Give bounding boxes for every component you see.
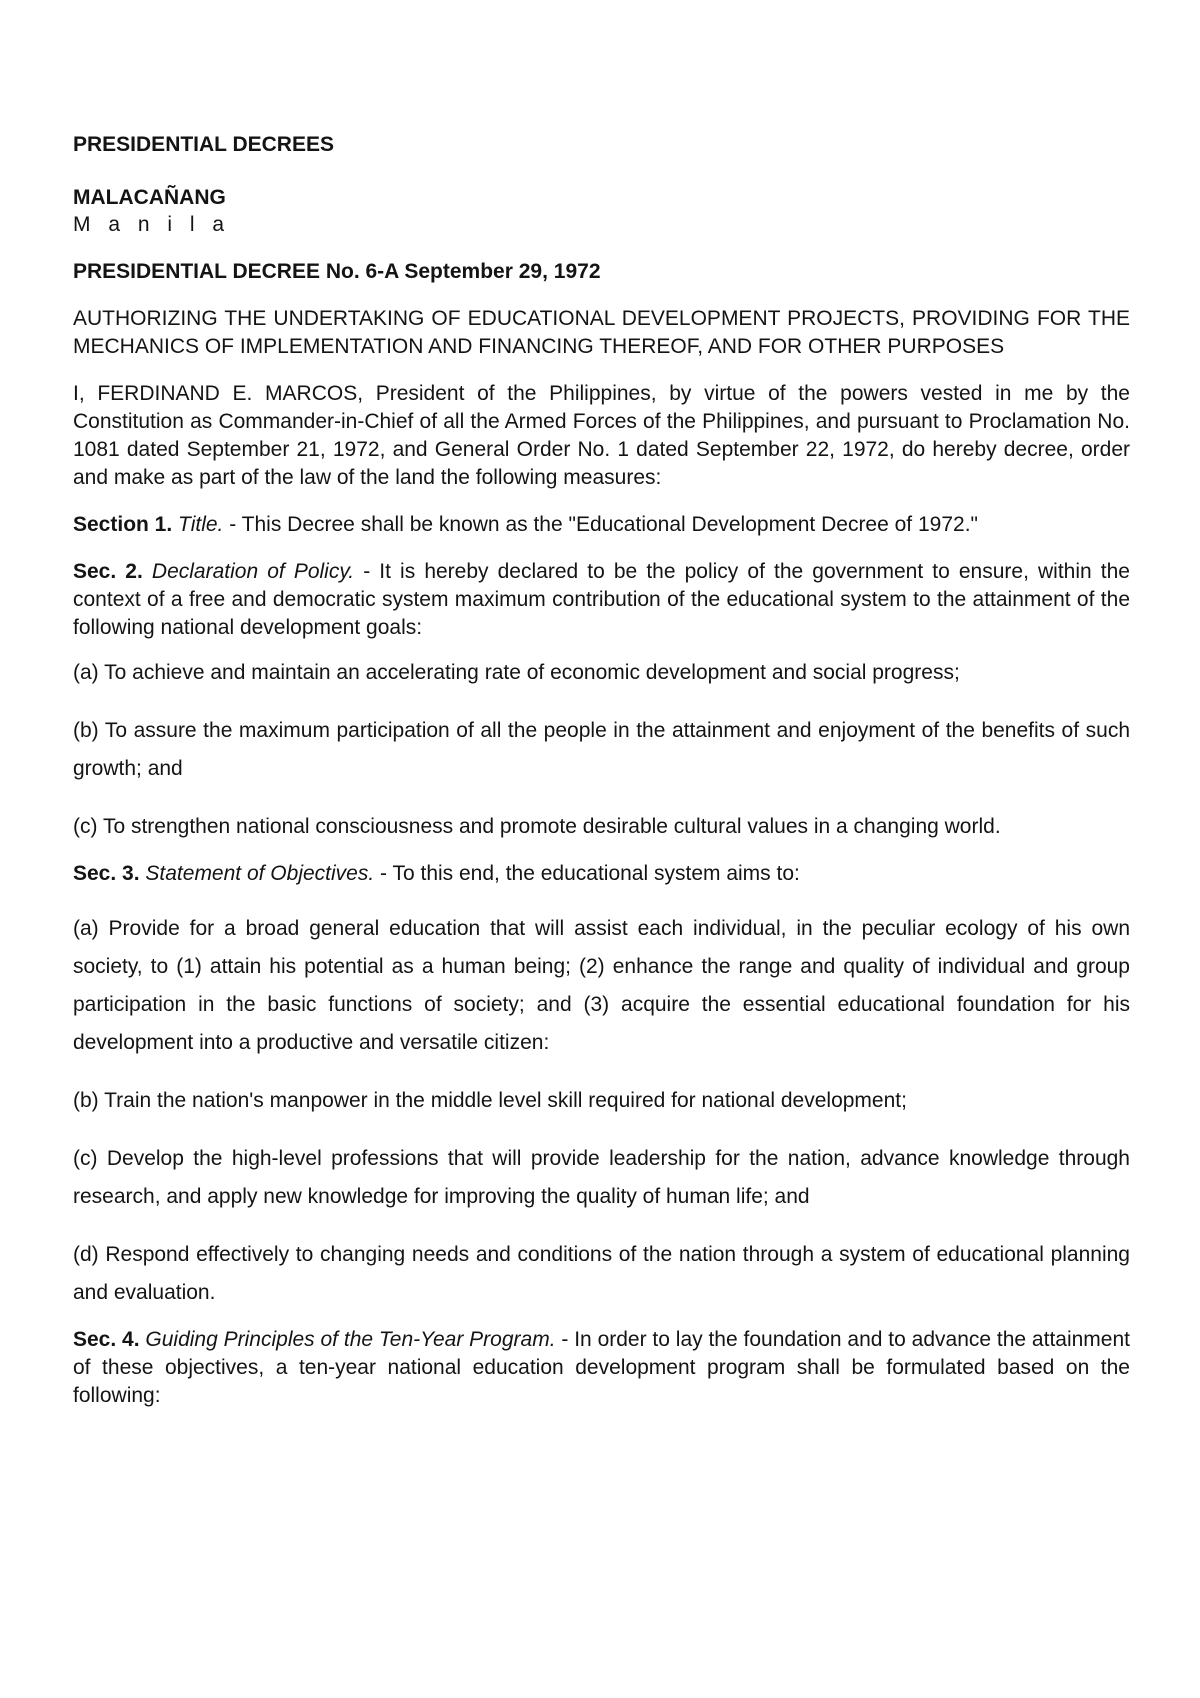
- section-2-label: Sec. 2.: [73, 560, 143, 583]
- section-2-title: Declaration of Policy.: [151, 560, 355, 583]
- section-3-item-c: (c) Develop the high-level professions that will provide leadership for the nation, advance knowledge through research, and apply new knowledge for improving the quality of human life; and: [73, 1147, 1130, 1208]
- section-3-title: Statement of Objectives.: [145, 862, 375, 885]
- section-1-text: - This Decree shall be known as the "Educational Development Decree of 1972.": [223, 513, 978, 536]
- section-2-text: - It is hereby declared to be the policy of the government to ensure, within the context of a free and democratic system maximum contribution of the educational system to the attainment of the following national development goals:: [73, 560, 1130, 639]
- section-2-item-c: (c) To strengthen national consciousness and promote desirable cultural values in a changing world.: [73, 815, 1001, 838]
- category-heading: PRESIDENTIAL DECREES: [73, 133, 334, 156]
- decree-subject: AUTHORIZING THE UNDERTAKING OF EDUCATIONAL DEVELOPMENT PROJECTS, PROVIDING FOR THE MECHANICS OF IMPLEMENTATION AND FINANCING THEREOF, AND FOR OTHER PURPOSES: [73, 307, 1130, 358]
- city-line: M a n i l a: [73, 213, 231, 236]
- section-1-title: Title.: [178, 513, 224, 536]
- decree-number-line: PRESIDENTIAL DECREE No. 6-A September 29, 1972: [73, 260, 601, 283]
- office-heading: MALACAÑANG: [73, 186, 226, 209]
- section-1-label: Section 1.: [73, 513, 173, 536]
- section-3-item-d: (d) Respond effectively to changing needs and conditions of the nation through a system of educational planning and evaluation.: [73, 1243, 1130, 1304]
- section-2-item-b: (b) To assure the maximum participation of all the people in the attainment and enjoyment of the benefits of such growth; and: [73, 719, 1130, 780]
- preamble: I, FERDINAND E. MARCOS, President of the Philippines, by virtue of the powers vested in me by the Constitution as Commander-in-Chief of all the Armed Forces of the Philippines, and pursuant to Proclamation No. 1081 dated September 21, 1972, and General Order No. 1 dated September 22, 1972, do hereby decree, order and make as part of the law of the land the following measures:: [73, 382, 1130, 489]
- section-3-item-b: (b) Train the nation's manpower in the middle level skill required for national development;: [73, 1089, 907, 1112]
- section-4-text: - In order to lay the foundation and to advance the attainment of these objectives, a ten-year national education development program shall be formulated based on the following:: [73, 1328, 1130, 1407]
- section-3-item-a: (a) Provide for a broad general education that will assist each individual, in the peculiar ecology of his own society, to (1) attain his potential as a human being; (2) enhance the range and quality of individual and group participation in the basic functions of society; and (3) acquire the essential educational foundation for his development into a productive and versatile citizen:: [73, 917, 1130, 1054]
- section-4-title: Guiding Principles of the Ten-Year Program.: [145, 1328, 556, 1351]
- section-1: [73, 511, 1130, 539]
- section-3-label: Sec. 3.: [73, 862, 140, 885]
- section-4: [73, 1326, 1130, 1410]
- section-3-text: - To this end, the educational system aims to:: [374, 862, 800, 885]
- document-page: [73, 132, 1130, 1410]
- section-2: [73, 558, 1130, 642]
- section-4-label: Sec. 4.: [73, 1328, 140, 1351]
- section-3: [73, 860, 1130, 888]
- section-2-item-a: (a) To achieve and maintain an accelerating rate of economic development and social progress;: [73, 661, 960, 684]
